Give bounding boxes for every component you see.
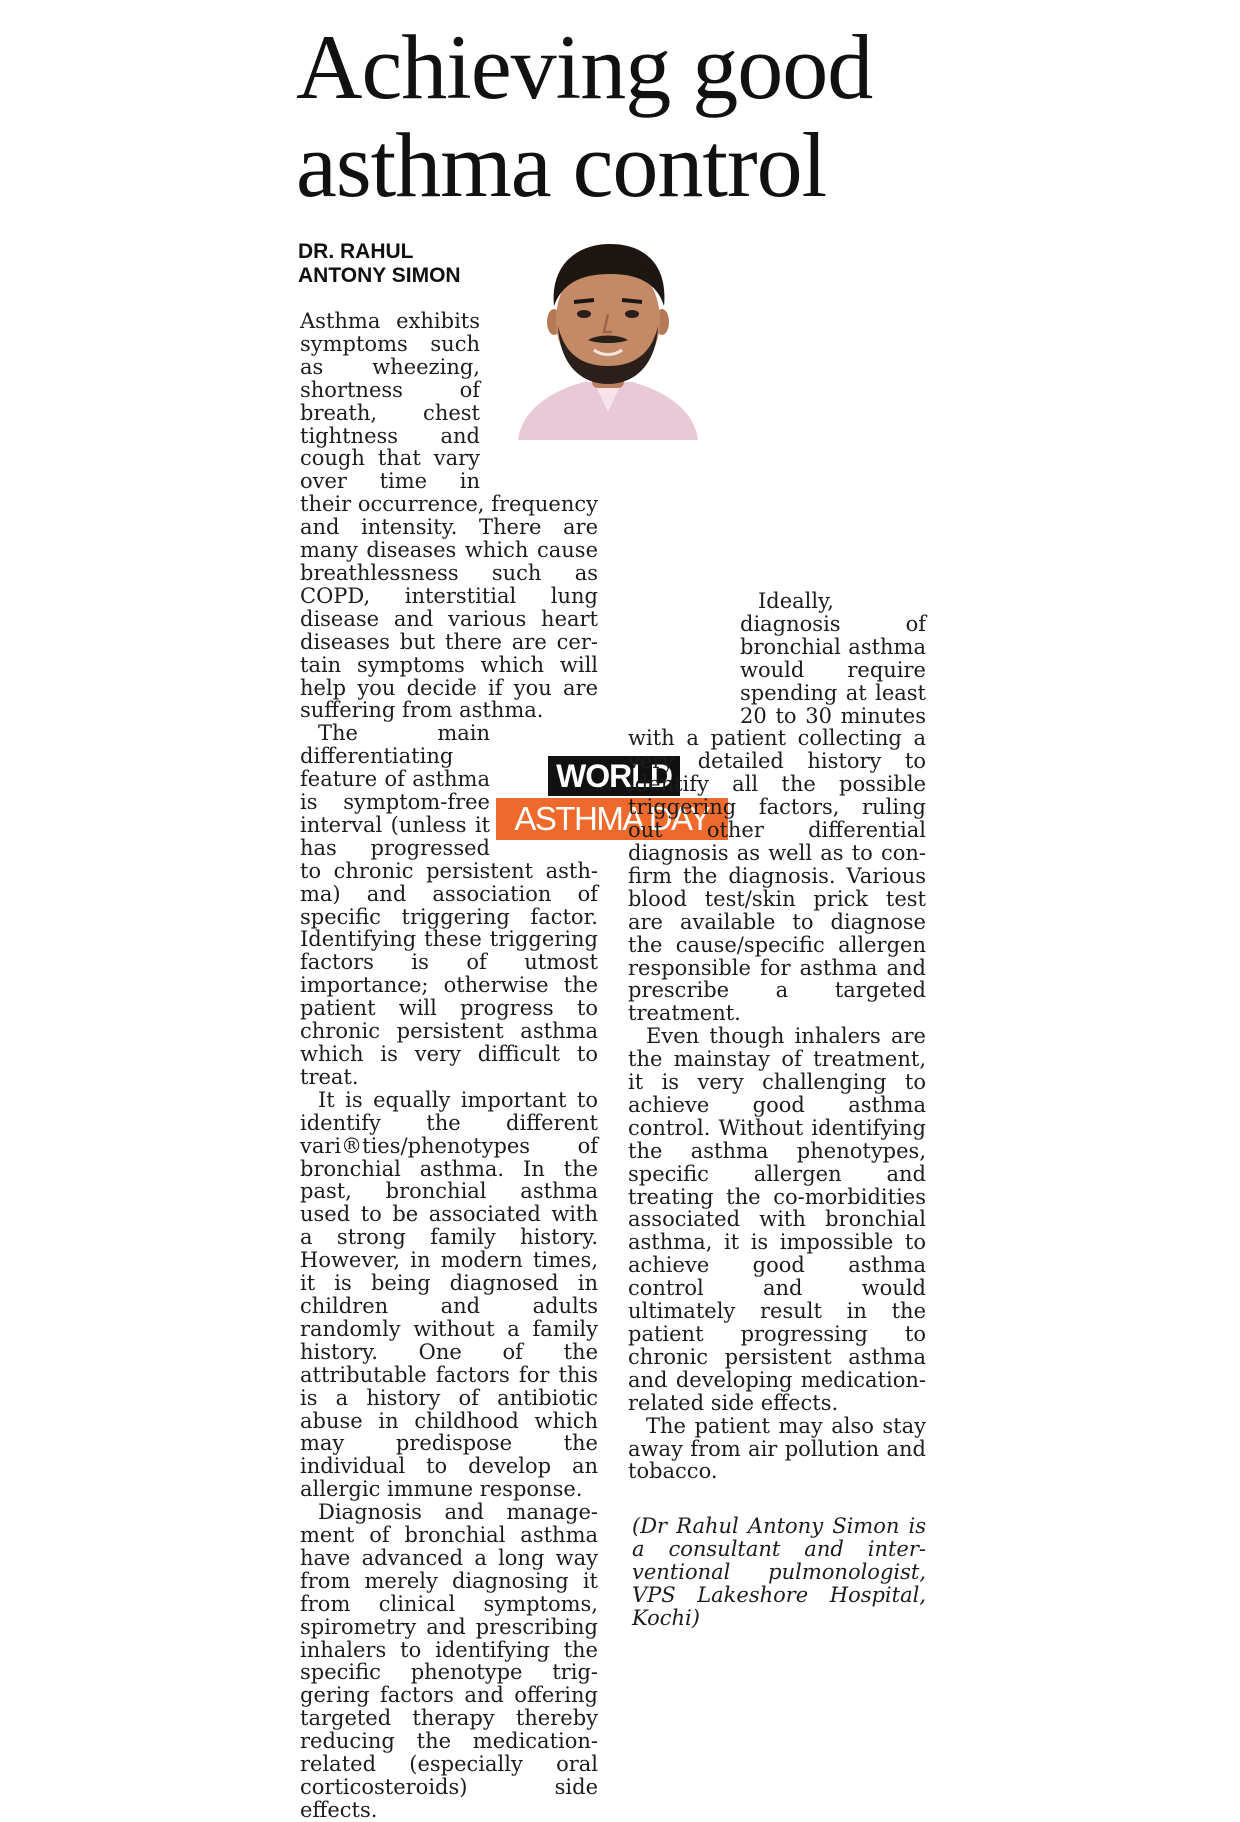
paragraph-4: Diagnosis and management of bronchial asthma have advanced a long way from merely diagnosing it from clinical symptoms, spirometry and prescribing inhalers to identifying the specific phenotype triggering factors and offering targeted therapy thereby reducing the medication-related (especially oral corticosteroids) side effects. bbox=[300, 1500, 598, 1822]
author-note: (Dr Rahul Antony Simon is a consultant and interventional pulmonologist, VPS Lakeshore Hospital, Kochi) bbox=[632, 1514, 926, 1630]
badge-wrap-spacer-left bbox=[490, 722, 598, 856]
paragraph-1: Asthma exhibits symptoms such as wheezing, shortness of breath, chest tightness and cough that vary over time in their occurrence, frequency and intensity. There are many diseases which cause breathlessness such as COPD, interstitial lung disease and various heart diseases but there are certain symptoms which will help you decide if you are suffering from asthma. bbox=[300, 309, 598, 723]
author-name-line-2: ANTONY SIMON bbox=[298, 264, 461, 287]
paragraph-3: It is equally important to identify the different vari®ties/phenotypes of bronchial asthma. In the past, bronchial asthma used to be associated with a strong family history. However, in modern times, it is being diagnosed in children and adults randomly without a family history. One of the attributable factors for this is a history of antibiotic abuse in childhood which may predispose the individual to develop an allergic immune response. bbox=[300, 1087, 598, 1502]
paragraph-2: The main differentiating feature of asthma is symptom-free interval (unless it has progressed to chronic persistent asthma) and association of specific triggering factor. Identifying these triggering factors is of utmost importance; otherwise the patient will progress to chronic persistent asthma which is very difficult to treat. bbox=[300, 721, 598, 1089]
headline: Achieving good asthma control bbox=[296, 16, 873, 216]
paragraph-6: Even though inhalers are the mainstay of treatment, it is very challenging to achieve good asthma control. Without identifying the asthma phenotypes, specific allergen and treating the co-morbidities associated with bronchial asthma, it is impossible to achieve good asthma control and would ultimately result in the patient progressing to chronic persistent asthma and developing medication-related side effects. bbox=[628, 1024, 926, 1415]
byline bbox=[298, 240, 498, 288]
author-name-line-1: DR. RAHUL bbox=[298, 240, 414, 263]
article-column-2 bbox=[628, 238, 926, 1630]
badge-world-label: WORLD bbox=[548, 756, 680, 796]
badge-asthma-day-label: ASTHMA DAY bbox=[496, 798, 728, 840]
article-column-1 bbox=[300, 310, 598, 1822]
paragraph-7: The patient may also stay away from air pollution and tobacco. bbox=[628, 1413, 926, 1484]
paragraph-5: Ideally, diagnosis of bronchial asthma would require spending at least 20 to 30 minutes with a patient collecting a very detailed history to identify all the possible triggering factors, ruling out other differential diagnosis as well as to confirm the diagnosis. Various blood test/skin prick test are available to diagnose the cause/specific allergen responsible for asthma and prescribe a targeted treatment. bbox=[628, 589, 926, 1026]
badge-wrap-spacer-right bbox=[628, 590, 740, 710]
photo-wrap-spacer bbox=[480, 310, 598, 480]
photo-wrap-spacer-right bbox=[628, 238, 720, 466]
